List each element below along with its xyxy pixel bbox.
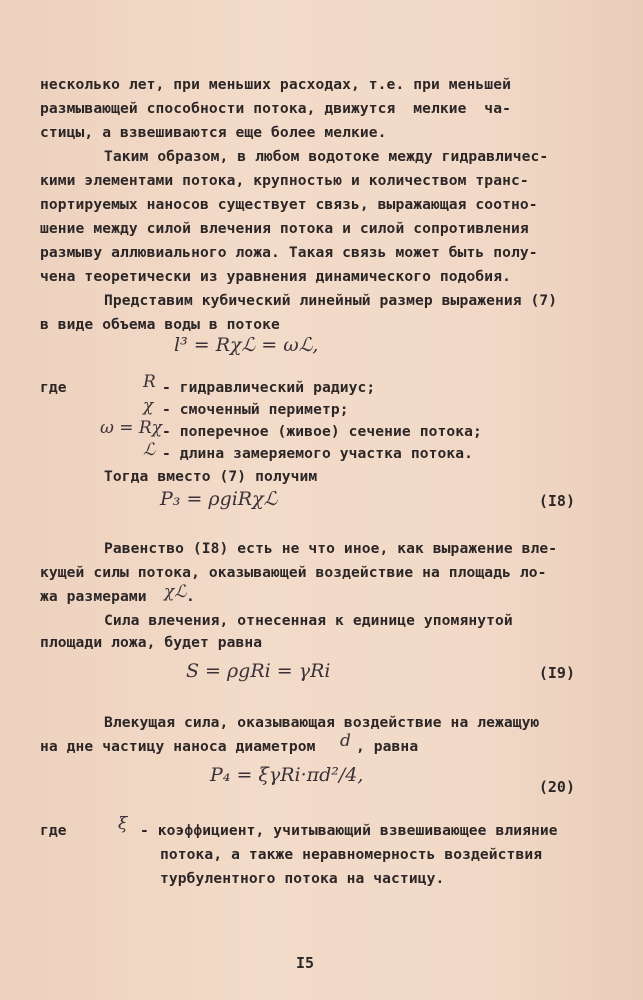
text-line: Равенство (I8) есть не что иное, как выражение вле- bbox=[104, 540, 558, 557]
symbol-omega: ω = Rχ bbox=[100, 418, 163, 438]
text-line: кими элементами потока, крупностью и количеством транс- bbox=[40, 172, 529, 189]
definition: - коэффициент, учитывающий взвешивающее влияние bbox=[140, 822, 558, 839]
text-line: стицы, а взвешиваются еще более мелкие. bbox=[40, 124, 387, 141]
text-line: Влекущая сила, оказывающая воздействие на лежащую bbox=[104, 714, 540, 731]
text-line: на дне частицу наноса диаметром bbox=[40, 738, 316, 755]
text-line: чена теоретически из уравнения динамического подобия. bbox=[40, 268, 511, 285]
definition: - поперечное (живое) сечение потока; bbox=[162, 423, 482, 440]
where-label: где bbox=[40, 379, 67, 396]
equation-number: (I9) bbox=[538, 664, 575, 682]
definition: потока, а также неравномерность воздействия bbox=[160, 846, 543, 863]
equation-volume: l³ = Rχℒ = ωℒ, bbox=[174, 334, 319, 356]
definition: турбулентного потока на частицу. bbox=[160, 870, 445, 887]
symbol-L: ℒ bbox=[143, 440, 156, 460]
text-line: размыву аллювиального ложа. Такая связь может быть полу- bbox=[40, 244, 538, 261]
text-line: , равна bbox=[356, 738, 419, 755]
text-line: жа размерами bbox=[40, 588, 147, 605]
text-line: площади ложа, будет равна bbox=[40, 634, 263, 651]
symbol-xi: ξ bbox=[118, 814, 128, 834]
text-line: Таким образом, в любом водотоке между гидравличес- bbox=[104, 148, 549, 165]
equation-number: (I8) bbox=[538, 492, 575, 510]
text-line: в виде объема воды в потоке bbox=[40, 316, 280, 333]
equation-18: P₃ = ρgiRχℒ bbox=[160, 488, 278, 510]
text-line: несколько лет, при меньших расходах, т.е. при меньшей bbox=[40, 76, 511, 93]
symbol-d: d bbox=[340, 731, 351, 751]
text-line: Сила влечения, отнесенная к единице упомянутой bbox=[104, 612, 513, 629]
equation-19: S = ρgRi = γRi bbox=[186, 660, 331, 682]
text-line: портируемых наносов существует связь, выражающая соотно- bbox=[40, 196, 538, 213]
symbol-R: R bbox=[143, 372, 156, 392]
text-line: Тогда вместо (7) получим bbox=[104, 468, 318, 485]
text-line: . bbox=[186, 588, 195, 605]
where-label: где bbox=[40, 822, 67, 839]
definition: - длина замеряемого участка потока. bbox=[162, 445, 474, 462]
symbol-chiL: χℒ bbox=[164, 582, 187, 602]
text-line: шение между силой влечения потока и силой сопротивления bbox=[40, 220, 529, 237]
text-line: кущей силы потока, оказывающей воздействие на площадь ло- bbox=[40, 564, 547, 581]
equation-number: (20) bbox=[538, 778, 575, 796]
definition: - смоченный периметр; bbox=[162, 401, 349, 418]
text-line: Представим кубический линейный размер выражения (7) bbox=[104, 292, 558, 309]
definition: - гидравлический радиус; bbox=[162, 379, 376, 396]
symbol-chi: χ bbox=[143, 396, 154, 416]
text-line: размывающей способности потока, движутся мелкие ча- bbox=[40, 100, 511, 117]
equation-20: P₄ = ξγRi·πd²/4, bbox=[210, 764, 364, 786]
page-number: I5 bbox=[296, 954, 315, 972]
